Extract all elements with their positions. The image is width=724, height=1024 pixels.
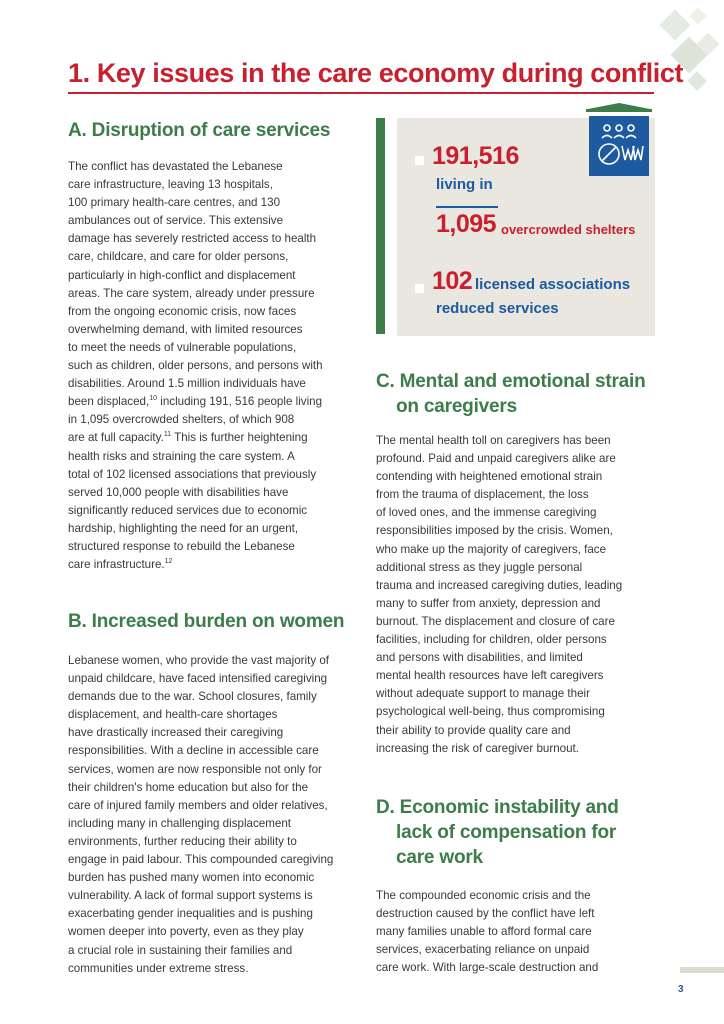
section-d-paragraph: The compounded economic crisis and the destruction caused by the conflict have left many families unable to afford formal care services, exacerbating reliance on unpaid care work. With large-scale destruction and: [376, 889, 599, 975]
stat-shelters-label: overcrowded shelters: [501, 222, 636, 237]
page-number-bar: [680, 967, 724, 973]
decorative-diamond: [690, 8, 707, 25]
stat-associations-label-2: reduced services: [436, 300, 559, 317]
page-number: 3: [678, 984, 684, 995]
stat-associations-label: licensed associations: [475, 276, 631, 293]
stat-shelters-value: 1,095: [436, 210, 497, 238]
people-no-shelter-icon: [589, 116, 649, 176]
footnote-ref[interactable]: 11: [163, 431, 172, 439]
bullet-square: [415, 284, 424, 293]
decorative-diamond: [659, 9, 690, 40]
section-c-heading: C. Mental and emotional strain on caregivers: [376, 371, 646, 417]
stat-people-value: 191,516: [432, 142, 519, 170]
section-a-paragraph: The conflict has devastated the Lebanese care infrastructure, leaving 13 hospitals, 100 primary health-care centres, and 130 ambulances out of service. This extensive damage has severely restricted access to health care, childcare, and care for older persons, particularly in high-conflict and displacement areas. The care system, already under pressure from the ongoing economic crisis, now faces overwhelming demand, with limited resources to meet the needs of vulnerable populations, such as children, older persons, and persons with disabilities. Around 1.5 million individuals have been displaced,$^{10}$ including 191, 516 people living in 1,095 overcrowded shelters, of which 908 are at full capacity.$^{11}$ This is further heightening health risks and straining the care system. A total of 102 licensed associations that previously served 10,000 people with disabilities have significantly reduced services due to economic hardship, highlighting the need for an urgent, structured response to rebuild the Lebanese care infrastructure.$^{12}$: [68, 160, 323, 572]
footnote-ref[interactable]: 12: [164, 558, 173, 566]
decorative-diamond: [687, 71, 707, 91]
section-b-paragraph: Lebanese women, who provide the vast majority of unpaid childcare, have faced intensified caregiving demands due to the war. School closures, family displacement, and health-care shortages have drastically increased their caregiving responsibilities. With a decline in accessible care services, women are now responsible not only for their children's home education but also for the care of injured family members and older relatives, including many in challenging displacement environments, further reducing their ability to engage in paid labour. This compounded caregiving burden has pushed many women into economic vulnerability. A lack of formal support systems is exacerbating gender inequalities and is pushing women deeper into poverty, even as they play a crucial role in sustaining their families and communities under extreme stress.: [68, 654, 334, 975]
stat-divider: [436, 206, 498, 208]
footnote-ref[interactable]: 10: [149, 395, 158, 403]
bullet-square: [415, 156, 424, 165]
stats-accent-bar: [376, 118, 385, 334]
section-a-heading: A. Disruption of care services: [68, 120, 331, 141]
stat-people-label: living in: [436, 176, 493, 193]
stat-associations-value: 102: [432, 267, 473, 295]
page-title: 1. Key issues in the care economy during conflict: [68, 58, 684, 88]
section-c-paragraph: The mental health toll on caregivers has been profound. Paid and unpaid caregivers alike are contending with heightened emotional strain from the trauma of displacement, the loss of loved ones, and the immense caregiving responsibilities imposed by the crisis. Women, who make up the majority of caregivers, face additional stress as they juggle personal trauma and increased caregiving duties, leading many to suffer from anxiety, depression and burnout. The displacement and closure of care facilities, including for children, older persons and persons with disabilities, and limited mental health resources have left caregivers without adequate support to manage their psychological well-being, thus compromising their ability to provide quality care and increasing the risk of caregiver burnout.: [376, 434, 623, 755]
shelter-roof-base: [586, 109, 652, 112]
section-d-heading: D. Economic instability and lack of compensation for care work: [376, 797, 619, 868]
section-b-heading: B. Increased burden on women: [68, 611, 345, 632]
title-underline: [68, 92, 654, 94]
